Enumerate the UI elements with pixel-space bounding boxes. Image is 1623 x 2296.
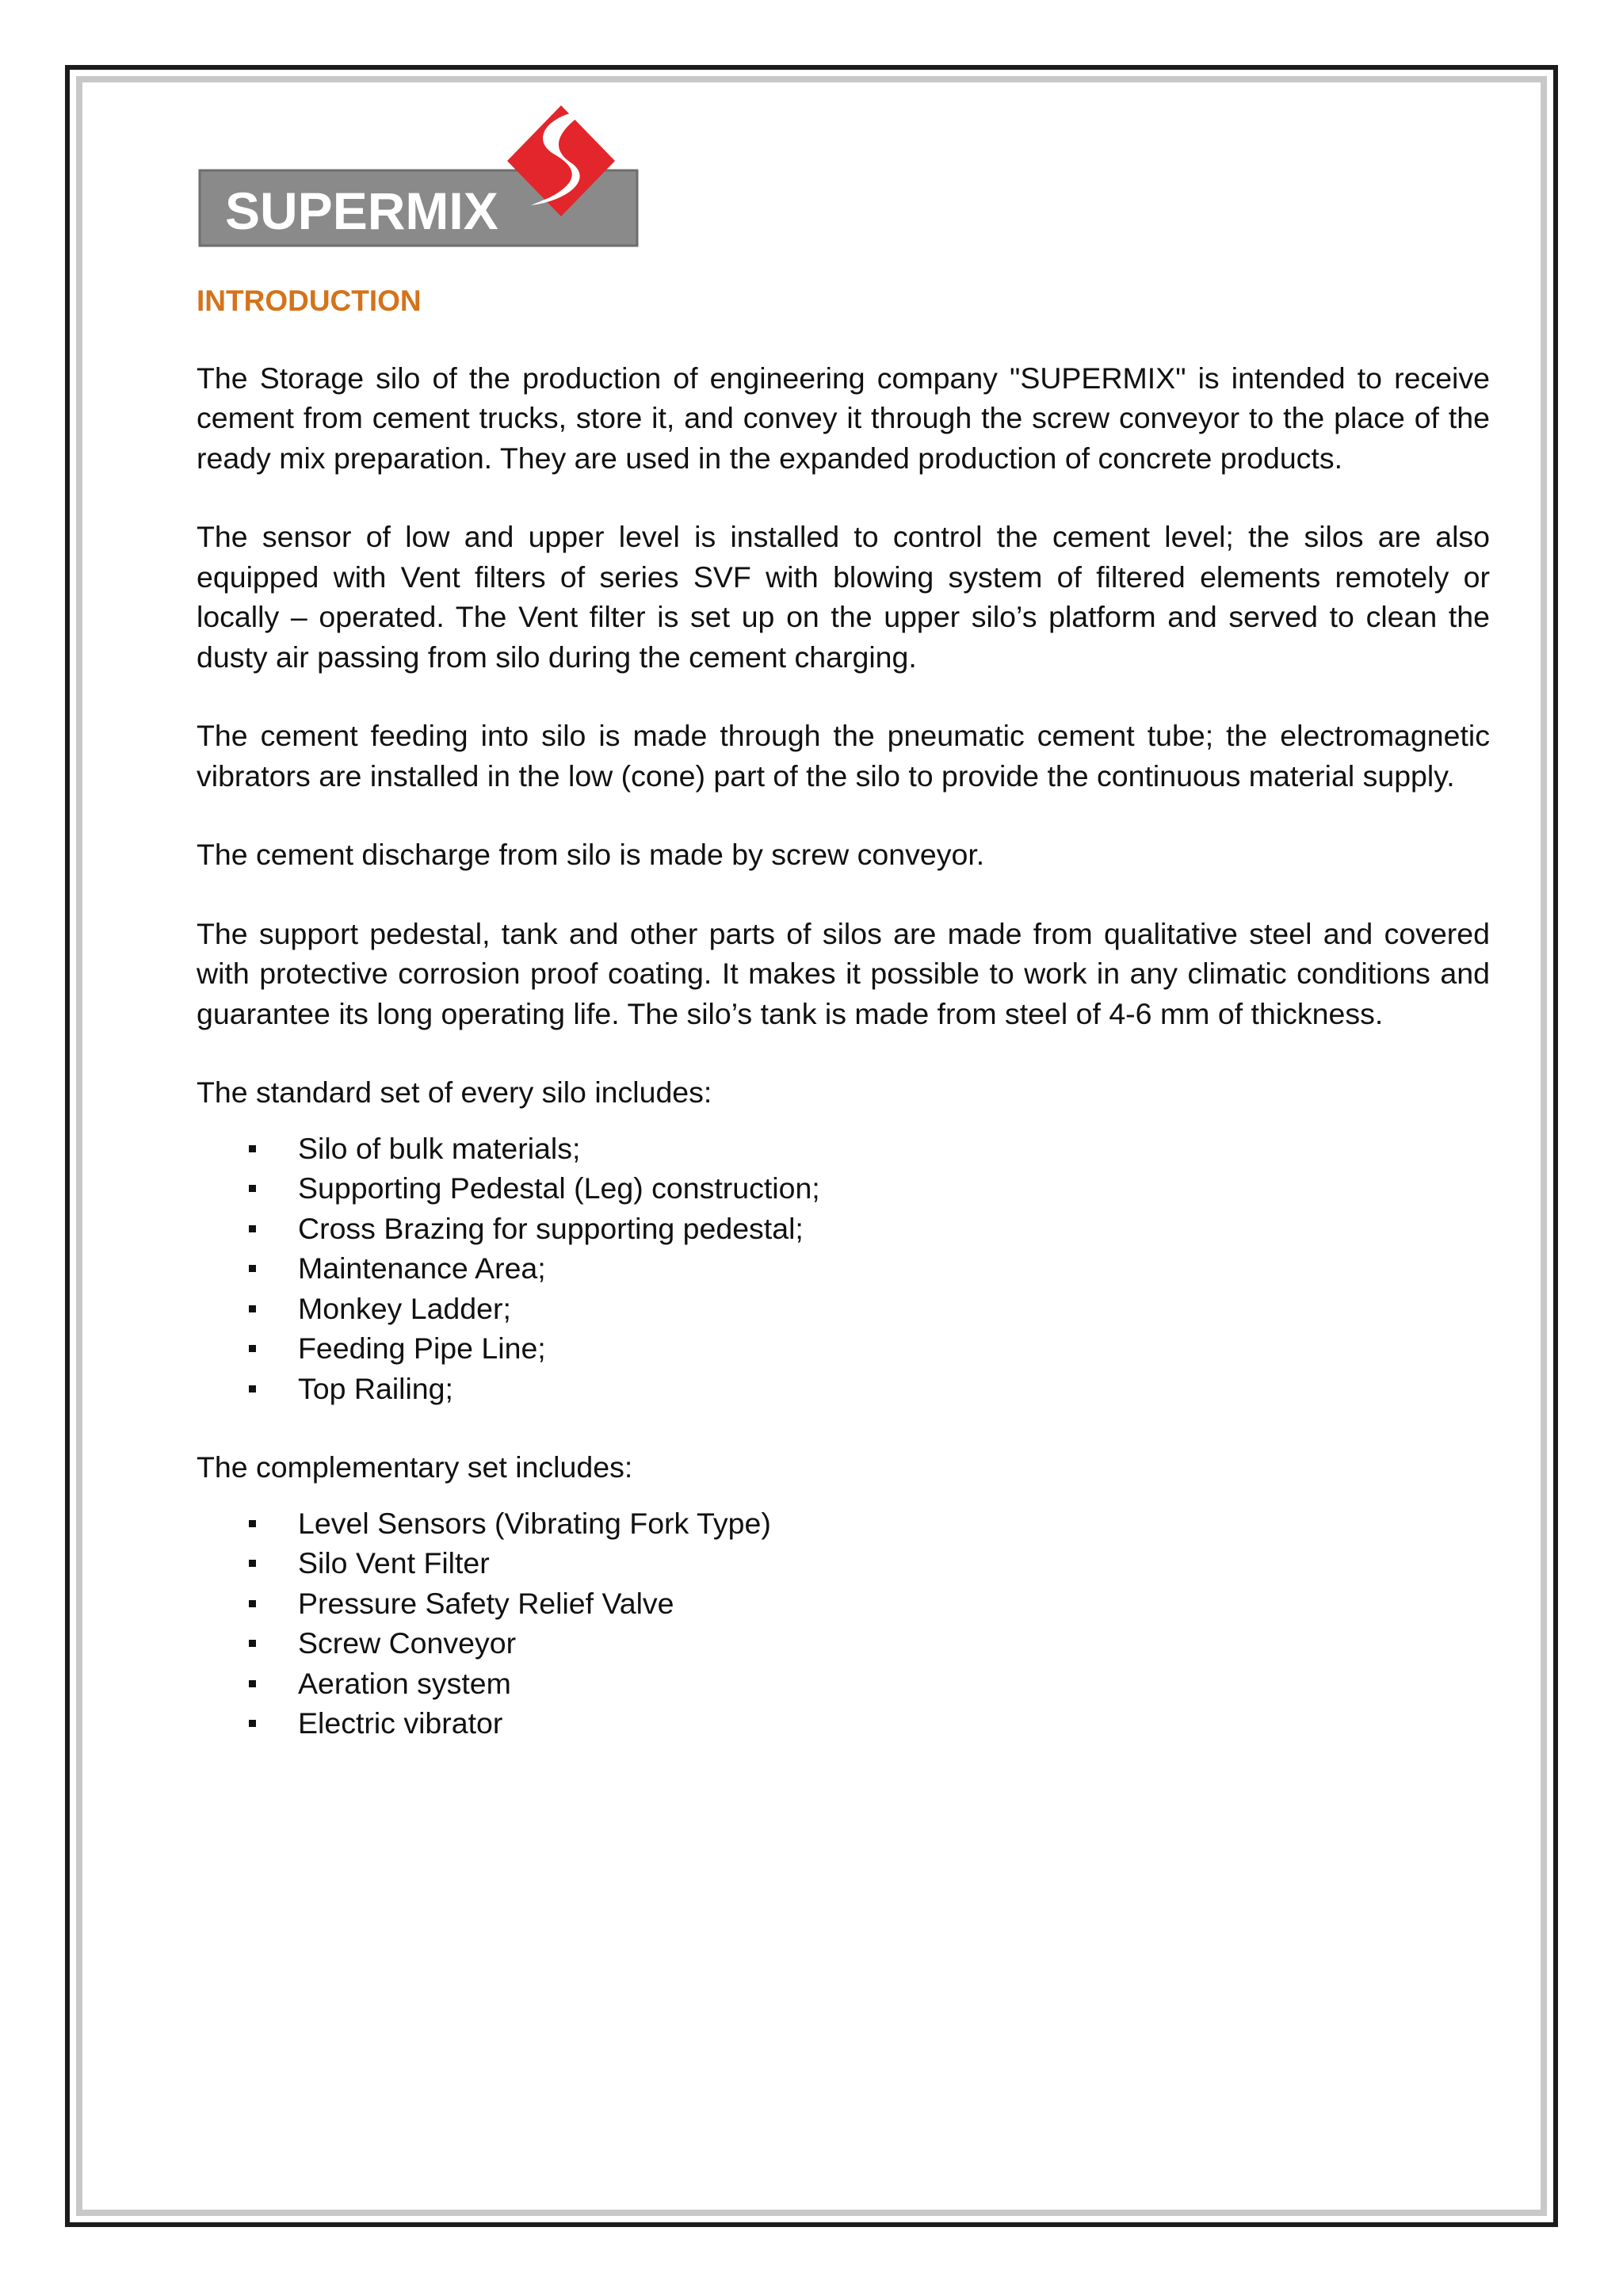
list-item — [197, 1289, 1490, 1329]
square-bullet-icon — [249, 1345, 256, 1352]
list-item-text: Electric vibrator — [298, 1706, 503, 1740]
list-item — [197, 1369, 1490, 1409]
list-item-text: Silo Vent Filter — [298, 1546, 490, 1580]
list-item — [197, 1703, 1490, 1744]
square-bullet-icon — [249, 1600, 256, 1607]
standard-set-intro: The standard set of every silo includes: — [197, 1075, 712, 1109]
document-body — [197, 281, 1490, 1782]
square-bullet-icon — [249, 1185, 256, 1192]
list-item — [197, 1664, 1490, 1704]
paragraph: The sensor of low and upper level is installed to control the cement level; the silos are also equipped with Vent filters of series SVF with blowing system of filtered elements remotely or locally – operated. The Vent filter is set up on the upper silo’s platform and served to clean the dusty air passing from silo during the cement charging. — [197, 520, 1490, 674]
square-bullet-icon — [249, 1305, 256, 1312]
list-item-text: Top Railing; — [298, 1371, 453, 1405]
square-bullet-icon — [249, 1225, 256, 1232]
list-item-text: Feeding Pipe Line; — [298, 1331, 546, 1365]
square-bullet-icon — [249, 1520, 256, 1527]
list-item-text: Supporting Pedestal (Leg) construction; — [298, 1171, 820, 1205]
paragraph: The cement discharge from silo is made by screw conveyor. — [197, 838, 985, 871]
paragraph: The support pedestal, tank and other parts of silos are made from qualitative steel and covered with protective corrosion proof coating. It makes it possible to work in any climatic conditions and guarantee its long operating life. The silo’s tank is made from steel of 4-6 mm of thickness. — [197, 916, 1490, 1030]
list-item — [197, 1623, 1490, 1664]
list-item — [197, 1168, 1490, 1209]
paragraph: The cement feeding into silo is made through the pneumatic cement tube; the electromagnetic vibrators are installed in the low (cone) part of the silo to provide the continuous material supply. — [197, 719, 1490, 793]
section-heading: INTRODUCTION — [197, 285, 422, 317]
logo-text: SUPERMIX — [225, 181, 498, 240]
square-bullet-icon — [249, 1265, 256, 1272]
list-item — [197, 1543, 1490, 1584]
list-item-text: Aeration system — [298, 1666, 511, 1700]
list-item — [197, 1248, 1490, 1289]
list-item-text: Level Sensors (Vibrating Fork Type) — [298, 1506, 771, 1540]
square-bullet-icon — [249, 1680, 256, 1687]
square-bullet-icon — [249, 1560, 256, 1567]
list-item-text: Cross Brazing for supporting pedestal; — [298, 1211, 804, 1245]
complementary-set-list — [197, 1503, 1490, 1744]
list-item-text: Maintenance Area; — [298, 1251, 546, 1285]
list-item-text: Monkey Ladder; — [298, 1291, 511, 1325]
list-item-text: Silo of bulk materials; — [298, 1131, 581, 1165]
list-item — [197, 1328, 1490, 1369]
paragraph: The Storage silo of the production of engineering company "SUPERMIX" is intended to receive cement from cement trucks, store it, and convey it through the screw conveyor to the place of the ready mix preparation. They are used in the expanded production of concrete products. — [197, 361, 1490, 475]
square-bullet-icon — [249, 1145, 256, 1152]
square-bullet-icon — [249, 1640, 256, 1647]
square-bullet-icon — [249, 1385, 256, 1392]
complementary-set-intro: The complementary set includes: — [197, 1450, 633, 1484]
standard-set-list — [197, 1129, 1490, 1409]
supermix-logo — [198, 99, 642, 250]
list-item — [197, 1584, 1490, 1624]
square-bullet-icon — [249, 1720, 256, 1727]
list-item-text: Pressure Safety Relief Valve — [298, 1586, 674, 1620]
list-item — [197, 1503, 1490, 1544]
list-item-text: Screw Conveyor — [298, 1626, 517, 1660]
list-item — [197, 1129, 1490, 1169]
list-item — [197, 1209, 1490, 1249]
